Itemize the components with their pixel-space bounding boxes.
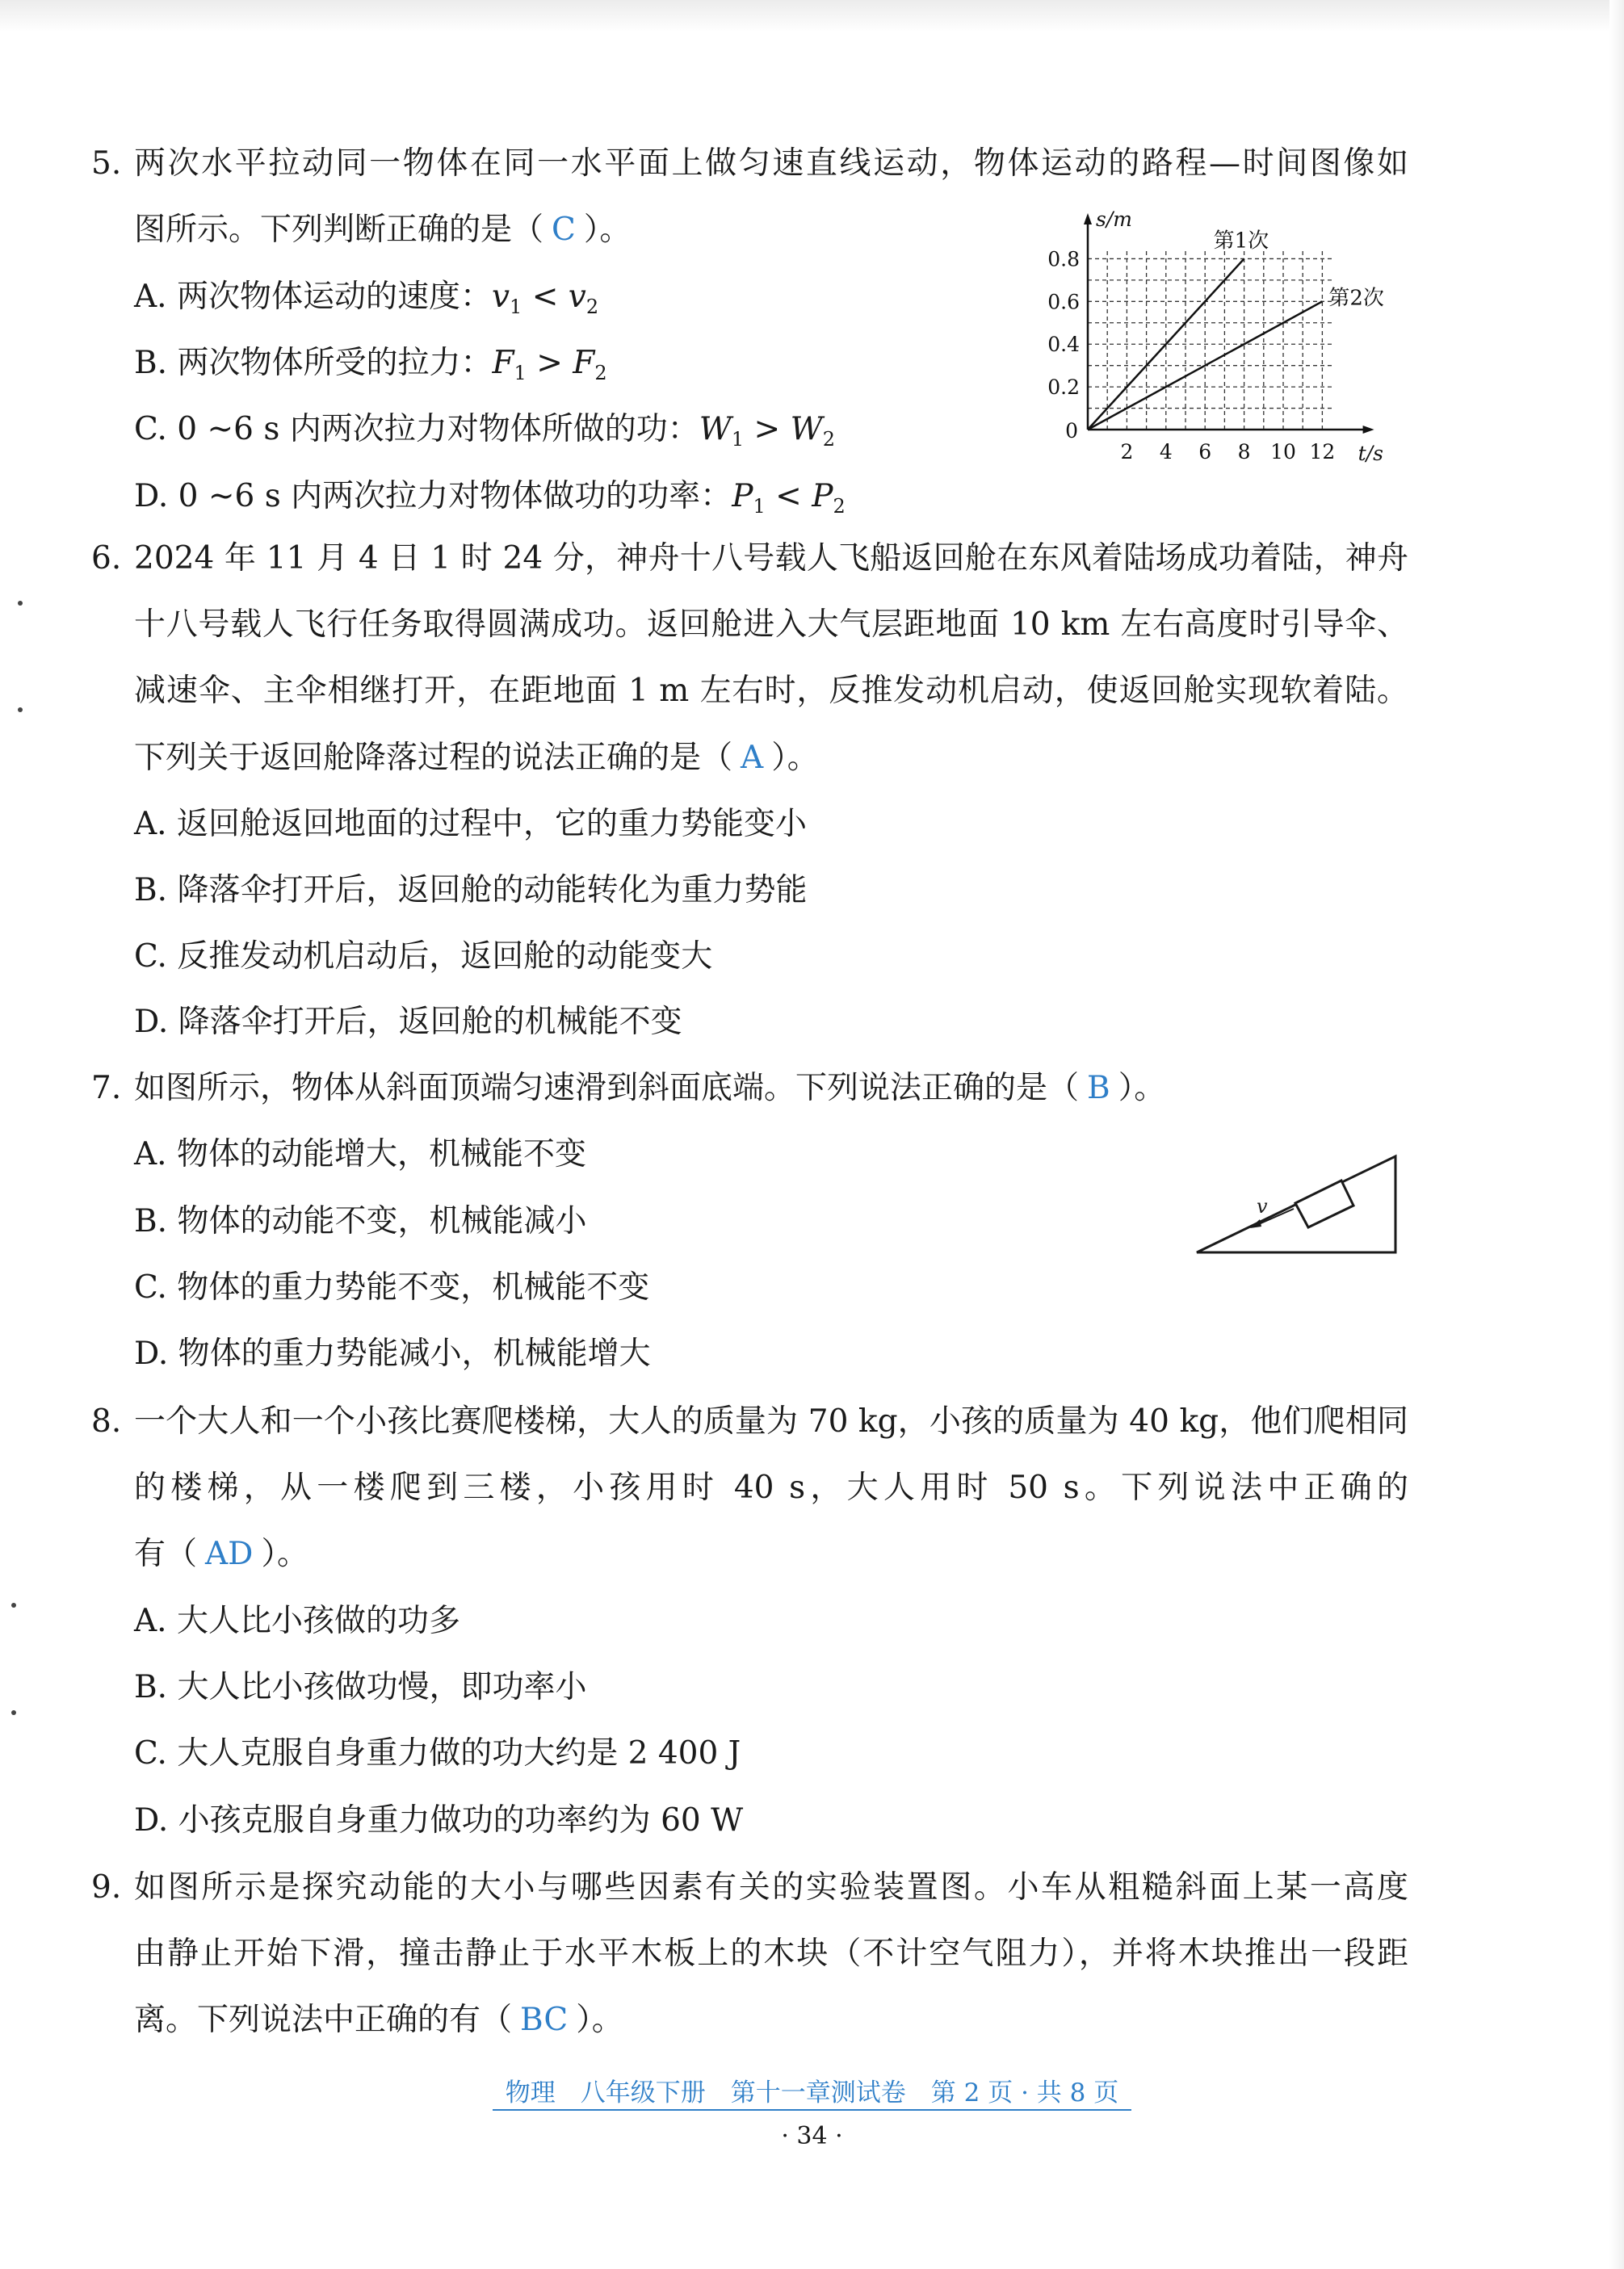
y-tick-label: 0.2 bbox=[1047, 375, 1080, 400]
option-c: C. 物体的重力势能不变，机械能不变 bbox=[134, 1269, 650, 1306]
question-stem: 图所示。下列判断正确的是（ C ）。 bbox=[134, 212, 632, 248]
question-stem: 如图所示，物体从斜面顶端匀速滑到斜面底端。下列说法正确的是（ B ）。 bbox=[134, 1070, 1166, 1106]
question-number: 5. bbox=[91, 145, 122, 182]
series-label: 第2次 bbox=[1328, 286, 1384, 311]
y-tick-label: 0.6 bbox=[1047, 290, 1080, 314]
page-top-shadow bbox=[0, 0, 1624, 32]
question-stem: 2024 年 11 月 4 日 1 时 24 分，神舟十八号载人飞船返回舱在东风着陆场成功着陆，神舟 bbox=[134, 540, 1408, 577]
question-stem: 一个大人和一个小孩比赛爬楼梯，大人的质量为 70 kg，小孩的质量为 40 kg，他们爬相同 bbox=[134, 1403, 1408, 1440]
answer: AD bbox=[205, 1536, 254, 1572]
y-tick-label: 0.8 bbox=[1047, 247, 1080, 271]
margin-dot bbox=[18, 601, 23, 606]
x-tick-label: 12 bbox=[1309, 440, 1336, 463]
option-d: D. 小孩克服自身重力做功的功率约为 60 W bbox=[134, 1802, 744, 1839]
question-stem: 的楼梯，从一楼爬到三楼，小孩用时 40 s，大人用时 50 s。下列说法中正确的 bbox=[134, 1470, 1408, 1506]
question-stem: 十八号载人飞行任务取得圆满成功。返回舱进入大气层距地面 10 km 左右高度时引导伞、 bbox=[134, 606, 1408, 643]
question-number: 7. bbox=[91, 1070, 122, 1106]
question-stem: 两次水平拉动同一物体在同一水平面上做匀速直线运动，物体运动的路程—时间图像如 bbox=[134, 145, 1408, 182]
margin-dot bbox=[11, 1710, 16, 1715]
option-b: B. 物体的动能不变，机械能减小 bbox=[134, 1203, 587, 1239]
option-a: A. 返回舱返回地面的过程中，它的重力势能变小 bbox=[134, 806, 807, 842]
question-number: 6. bbox=[91, 540, 122, 577]
option-d: D. 降落伞打开后，返回舱的机械能不变 bbox=[134, 1004, 682, 1040]
y-axis-label: s/m bbox=[1096, 208, 1132, 231]
x-axis-arrow bbox=[1363, 426, 1374, 434]
velocity-label: v bbox=[1257, 1195, 1268, 1218]
option-b: B. 大人比小孩做功慢，即功率小 bbox=[134, 1669, 587, 1705]
question-stem: 下列关于返回舱降落过程的说法正确的是（ A ）。 bbox=[134, 740, 819, 776]
option-c: C. 大人克服自身重力做的功大约是 2 400 J bbox=[134, 1735, 741, 1772]
x-axis-label: t/s bbox=[1358, 442, 1383, 465]
margin-dot bbox=[11, 1603, 16, 1608]
y-tick-label: 0.4 bbox=[1047, 333, 1080, 357]
footer-title: 物理 八年级下册 第十一章测试卷 第 2 页 · 共 8 页 bbox=[0, 2072, 1624, 2108]
chart-labels bbox=[1047, 208, 1384, 465]
question-number: 8. bbox=[91, 1403, 122, 1440]
question-stem: 有（ AD ）。 bbox=[134, 1536, 308, 1572]
option-a: A. 两次物体运动的速度：$v_1 < v_2$ bbox=[134, 279, 599, 318]
sliding-block bbox=[1295, 1181, 1353, 1227]
question-stem: 由静止开始下滑，撞击静止于水平木板上的木块（不计空气阻力），并将木块推出一段距 bbox=[134, 1936, 1408, 1972]
origin-label: 0 bbox=[1065, 419, 1078, 442]
option-a: A. 大人比小孩做的功多 bbox=[134, 1603, 460, 1639]
answer: BC bbox=[520, 2002, 569, 2038]
x-tick-label: 6 bbox=[1198, 440, 1212, 463]
page-number: · 34 · bbox=[781, 2122, 843, 2150]
x-tick-label: 4 bbox=[1159, 440, 1173, 463]
question-stem: 如图所示是探究动能的大小与哪些因素有关的实验装置图。小车从粗糙斜面上某一高度 bbox=[134, 1869, 1408, 1906]
margin-dot bbox=[18, 707, 23, 712]
option-a: A. 物体的动能增大，机械能不变 bbox=[134, 1136, 586, 1172]
option-d: D. 物体的重力势能减小，机械能增大 bbox=[134, 1336, 651, 1372]
question-number: 9. bbox=[91, 1869, 122, 1906]
option-b: B. 两次物体所受的拉力：$F_1 > F_2$ bbox=[134, 345, 607, 384]
page-edge-shadow bbox=[1609, 0, 1624, 2269]
question-stem: 减速伞、主伞相继打开，在距地面 1 m 左右时，反推发动机启动，使返回舱实现软着陆。 bbox=[134, 673, 1408, 709]
question-stem: 离。下列说法中正确的有（ BC ）。 bbox=[134, 2002, 623, 2038]
x-tick-label: 8 bbox=[1237, 440, 1251, 463]
x-tick-label: 2 bbox=[1120, 440, 1134, 463]
option-c: C. 0 ~6 s 内两次拉力对物体所做的功：$W_1 > W_2$ bbox=[134, 411, 835, 451]
answer: A bbox=[741, 740, 764, 776]
option-b: B. 降落伞打开后，返回舱的动能转化为重力势能 bbox=[134, 872, 808, 908]
x-tick-label: 10 bbox=[1270, 440, 1296, 463]
st-chart bbox=[1042, 208, 1413, 478]
y-axis-arrow bbox=[1084, 213, 1092, 224]
option-d: D. 0 ~6 s 内两次拉力对物体做功的功率：$P_1 < P_2$ bbox=[134, 478, 846, 518]
chart-grid bbox=[1088, 248, 1332, 430]
series-label: 第1次 bbox=[1213, 229, 1269, 254]
incline-figure bbox=[1187, 1130, 1405, 1260]
velocity-arrowhead bbox=[1250, 1219, 1261, 1228]
answer: B bbox=[1087, 1070, 1110, 1106]
answer: C bbox=[552, 212, 576, 248]
option-c: C. 反推发动机启动后，返回舱的动能变大 bbox=[134, 938, 713, 975]
